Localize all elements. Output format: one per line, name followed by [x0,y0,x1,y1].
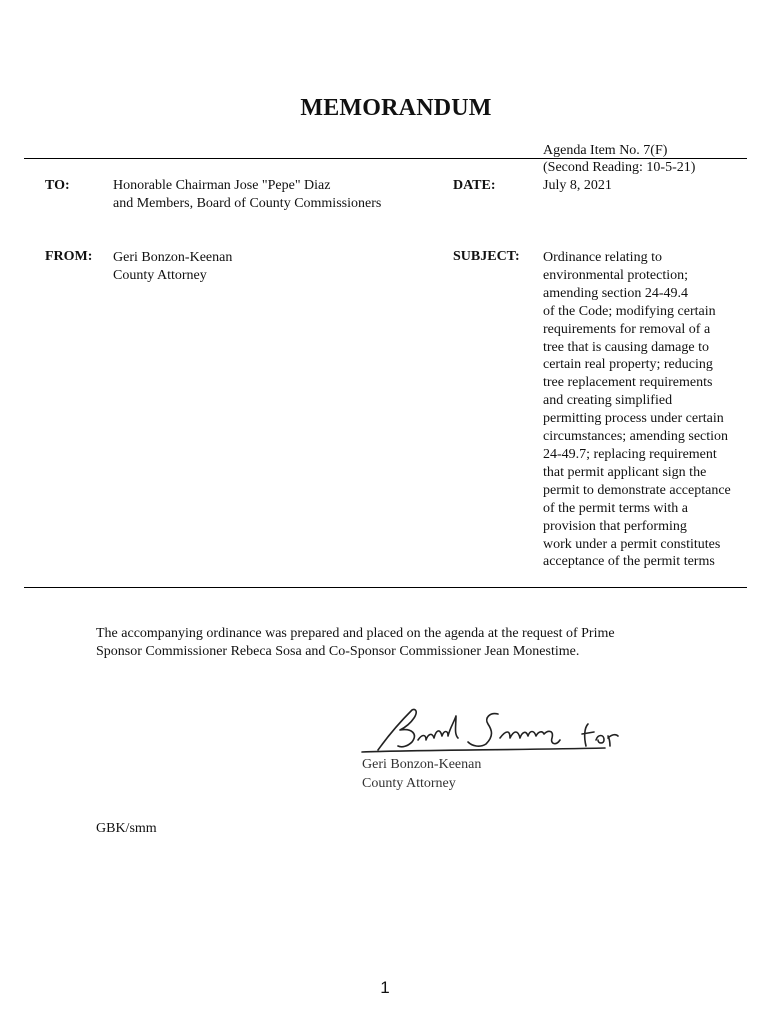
subject-line: work under a permit constitutes [543,536,721,552]
from-sender-name: Geri Bonzon-Keenan [113,250,233,265]
subject-line: Ordinance relating to [543,250,662,265]
subject-line: acceptance of the permit terms [543,554,715,570]
header-divider-bottom [24,587,747,588]
from-label: FROM: [45,249,93,264]
memo-body-line2: Sponsor Commissioner Rebeca Sosa and Co-Sponsor Commissioner Jean Monestime. [96,644,580,659]
signature-block [362,755,481,793]
memo-title: MEMORANDUM [300,95,492,121]
header-divider-top [24,158,747,159]
subject-line: permitting process under certain [543,411,724,427]
page-number: 1 [380,978,390,997]
memo-body-line1: The accompanying ordinance was prepared and placed on the agenda at the request of Prime [96,626,615,641]
from-sender [113,249,232,285]
date-label: DATE: [453,178,496,193]
subject-line: permit to demonstrate acceptance [543,482,731,498]
to-recipient-line1: Honorable Chairman Jose "Pepe" Diaz [113,178,331,193]
subject-line: of the permit terms with a [543,500,689,516]
handwritten-signature [360,700,620,762]
agenda-item-number: Agenda Item No. 7(F) [543,143,668,158]
signatory-title: County Attorney [362,776,456,791]
to-recipient-line2: and Members, Board of County Commissioners [113,196,382,211]
subject-line: tree replacement requirements [543,375,713,391]
subject-line: that permit applicant sign the [543,464,707,480]
typist-initials: GBK/smm [96,821,157,836]
agenda-second-reading: (Second Reading: 10-5-21) [543,160,696,175]
subject-text [543,249,753,571]
subject-line: environmental protection; [543,267,689,283]
subject-line: requirements for removal of a [543,321,711,337]
from-sender-title: County Attorney [113,268,207,283]
signatory-name: Geri Bonzon-Keenan [362,757,482,772]
date-value: July 8, 2021 [543,178,612,193]
subject-line: and creating simplified [543,393,673,409]
memo-body [96,625,696,661]
subject-line: tree that is causing damage to [543,339,709,355]
agenda-item-block [543,142,695,176]
subject-line: provision that performing [543,518,687,534]
subject-line: 24-49.7; replacing requirement [543,446,717,462]
subject-label: SUBJECT: [453,249,520,264]
to-recipient [113,177,381,213]
subject-line: of the Code; modifying certain [543,303,716,319]
to-label: TO: [45,178,70,193]
subject-line: certain real property; reducing [543,357,713,373]
subject-line: amending section 24-49.4 [543,285,689,301]
subject-line: circumstances; amending section [543,429,729,445]
